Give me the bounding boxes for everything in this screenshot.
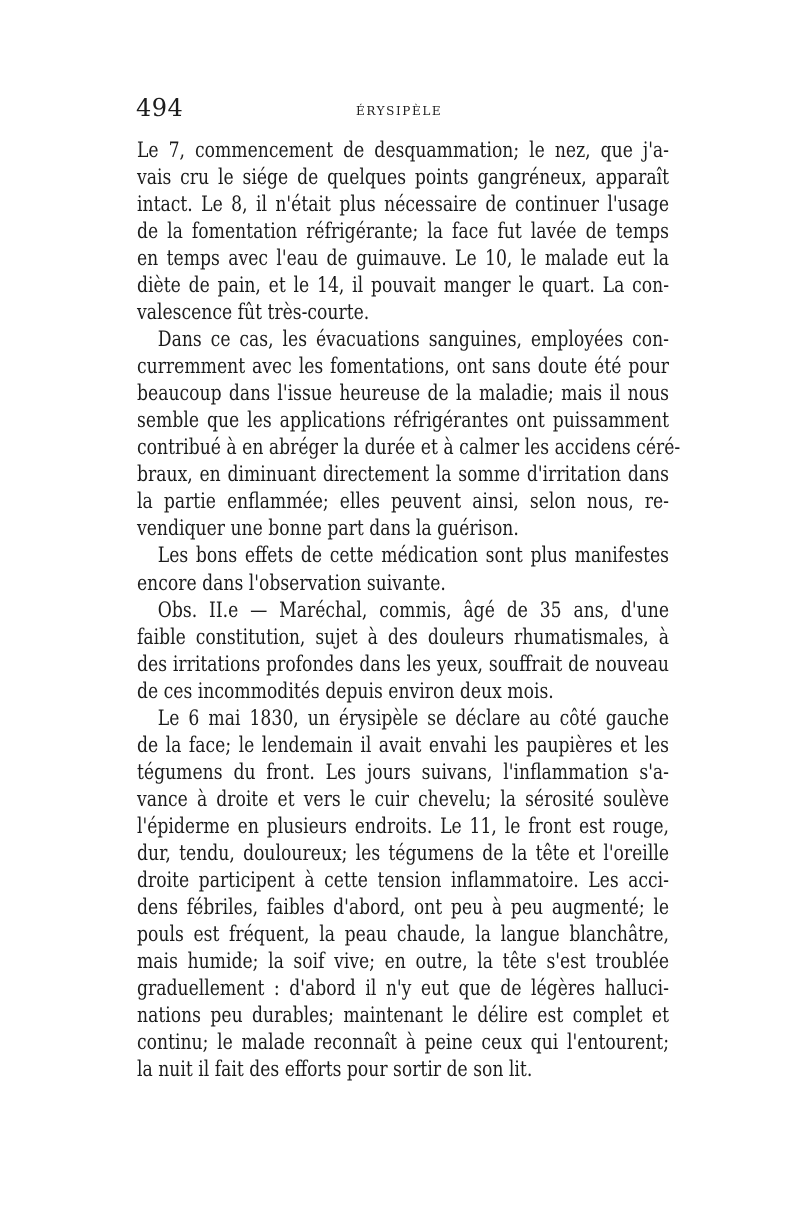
text-line: braux, en diminuant directement la somme d'irritation dans [137,462,669,488]
text-line: semble que les applications réfrigérantes ont puissamment [137,408,669,434]
text-line: tégumens du front. Les jours suivans, l'inflammation s'a- [137,759,669,785]
text-line: curremment avec les fomentations, ont sans doute été pour [137,354,669,380]
text-line: la partie enflammée; elles peuvent ainsi, selon nous, re- [137,489,669,515]
text-line: mais humide; la soif vive; en outre, la tête s'est troublée [137,948,669,974]
text-line: valescence fût très-courte. [137,300,370,326]
running-title: ÉRYSIPÈLE [356,104,443,118]
page-number: 494 [136,94,184,122]
text-line: droite participent à cette tension inflammatoire. Les acci- [137,867,669,893]
text-line: Dans ce cas, les évacuations sanguines, employées con- [157,327,670,353]
text-line: Le 7, commencement de desquammation; le nez, que j'a- [137,138,669,163]
text-line: vendiquer une bonne part dans la guérison. [137,516,519,542]
text-line: encore dans l'observation suivante. [137,570,446,596]
text-line: de la fomentation réfrigérante; la face fut lavée de temps [137,219,669,245]
text-line: l'épiderme en plusieurs endroits. Le 11, le front est rouge, [137,813,669,839]
text-line: vais cru le siége de quelques points gangréneux, apparaît [137,165,669,191]
text-line: dens fébriles, faibles d'abord, ont peu à peu augmenté; le [137,894,669,920]
text-line: continu; le malade reconnaît à peine ceux qui l'entourent; [137,1030,669,1056]
text-line: de la face; le lendemain il avait envahi les paupières et les [137,732,669,758]
text-line: vance à droite et vers le cuir chevelu; la sérosité soulève [137,786,669,812]
text-line: dur, tendu, douloureux; les tégumens de la tête et l'oreille [137,840,669,866]
body-text [137,137,681,1083]
text-line: la nuit il fait des efforts pour sortir de son lit. [137,1057,533,1083]
text-line: contribué à en abréger la durée et à calmer les accidens céré- [137,435,681,461]
text-line: Obs. II.e — Maréchal, commis, âgé de 35 ans, d'une [157,597,670,623]
text-line: intact. Le 8, il n'était plus nécessaire de continuer l'usage [137,192,669,218]
text-line: nations peu durables; maintenant le délire est complet et [137,1003,669,1028]
text-line: pouls est fréquent, la peau chaude, la langue blanchâtre, [137,921,669,947]
text-line: en temps avec l'eau de guimauve. Le 10, le malade eut la [137,246,669,272]
text-line: des irritations profondes dans les yeux, souffrait de nouveau [137,651,669,677]
text-line: graduellement : d'abord il n'y eut que de légères halluci- [137,975,669,1001]
text-line: beaucoup dans l'issue heureuse de la maladie; mais il nous [137,381,669,407]
text-line: Le 6 mai 1830, un érysipèle se déclare au côté gauche [157,705,670,731]
text-line: Les bons effets de cette médication sont plus manifestes [157,543,670,569]
text-line: faible constitution, sujet à des douleurs rhumatismales, à [137,624,669,650]
text-line: de ces incommodités depuis environ deux mois. [137,678,554,704]
text-line: diète de pain, et le 14, il pouvait manger le quart. La con- [137,273,669,299]
